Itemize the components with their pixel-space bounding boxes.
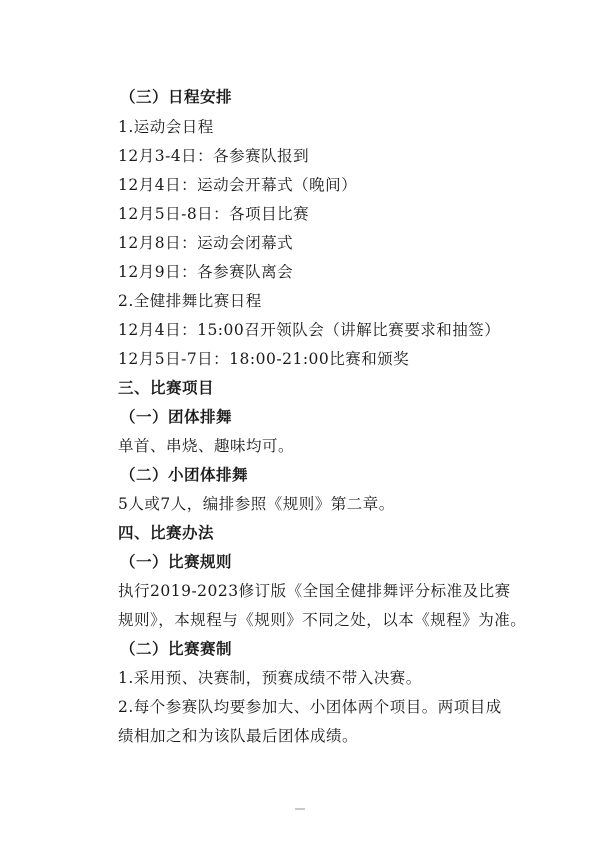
schedule-item: 12月4日：15:00召开领队会（讲解比赛要求和抽签） [118, 321, 501, 339]
schedule-item: 12月4日：运动会开幕式（晚间） [118, 176, 358, 194]
paragraph-continuation: 绩相加之和为该队最后团体成绩。 [118, 727, 359, 745]
paragraph: 1.采用预、决赛制，预赛成绩不带入决赛。 [118, 669, 422, 687]
subheading-dance-schedule: 2.全健排舞比赛日程 [118, 292, 262, 310]
section-heading-methods: 四、比赛办法 [118, 524, 215, 542]
schedule-item: 12月5日-7日：18:00-21:00比赛和颁奖 [118, 350, 410, 368]
subheading-rules: （一）比赛规则 [120, 553, 233, 571]
section-heading-events: 三、比赛项目 [118, 379, 215, 397]
paragraph: 单首、串烧、趣味均可。 [118, 437, 295, 455]
paragraph: 2.每个参赛队均要参加大、小团体两个项目。两项目成 [118, 698, 502, 716]
scan-mark [295, 808, 305, 810]
paragraph: 5人或7人，编排参照《规则》第二章。 [118, 495, 395, 513]
paragraph-continuation: 规则》，本规程与《规则》不同之处，以本《规程》为准。 [118, 611, 527, 629]
paragraph: 执行2019-2023修订版《全国全健排舞评分标准及比赛 [118, 582, 511, 600]
section-heading-schedule: （三）日程安排 [120, 88, 233, 106]
schedule-item: 12月3-4日：各参赛队报到 [118, 147, 310, 165]
schedule-item: 12月5日-8日：各项目比赛 [118, 205, 310, 223]
subheading-format: （二）比赛赛制 [120, 640, 233, 658]
subheading-games-schedule: 1.运动会日程 [118, 118, 214, 136]
schedule-item: 12月9日：各参赛队离会 [118, 263, 294, 281]
subheading-team-dance: （一）团体排舞 [120, 408, 233, 426]
subheading-small-team-dance: （二）小团体排舞 [120, 466, 249, 484]
schedule-item: 12月8日：运动会闭幕式 [118, 234, 294, 252]
